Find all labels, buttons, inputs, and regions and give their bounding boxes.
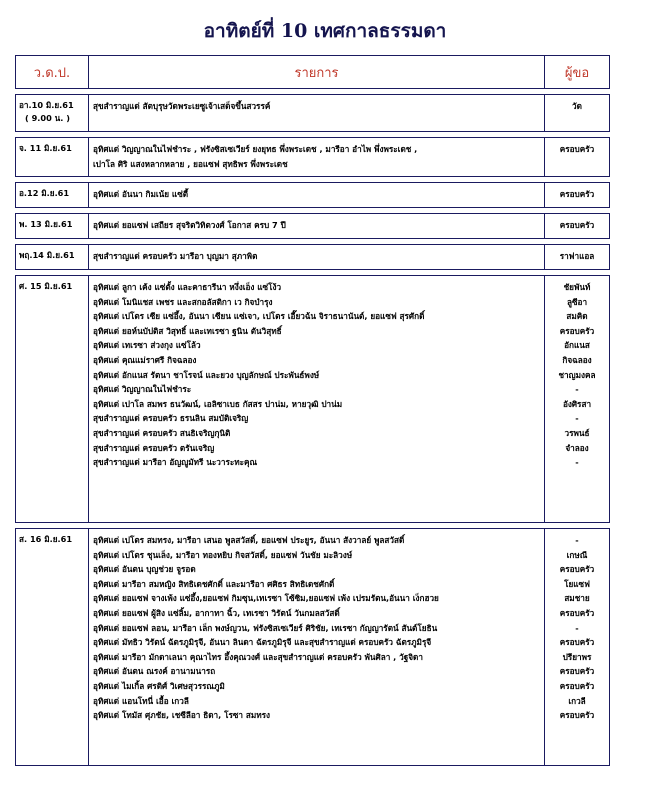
requester-line: จำลอง bbox=[565, 442, 589, 453]
intention-line: อุทิศแด่ ยอแซฟ ผู้สิง แซ่ลิ้ม, อากาทา ฉิ้ว, เทเรซา วิรัตน์ วันกมลสวัสดิ์ bbox=[93, 607, 340, 618]
intention-line: สุขสำราญแด่ มารีอา อัญญูมัทรี นะวาระทะคุณ bbox=[93, 457, 258, 468]
row-items bbox=[89, 138, 545, 177]
intention-line: สุขสำราญแด่ ครอบครัว มารีอา บุญมา สุภาพิต bbox=[93, 251, 258, 261]
row-items bbox=[89, 214, 545, 239]
requester-line: ครอบครัว bbox=[559, 325, 595, 336]
intention-line: อุทิศแด่ มัทธิว วิรัตน์ ฉัตรภูมิรุจี, อันนา ลินดา ฉัตรภูมิรุจี และสุขสำราญแด่ ครอบครัว ฉัตรภูมิรุจี bbox=[93, 637, 432, 648]
intention-line: สุขสำราญแด่ ครอบครัว ธรนลิน สมบัติเจริญ bbox=[93, 413, 249, 424]
intention-line: อุทิศแด่ ยอห์นบัปติส วิสุทธิ์ และเทเรซา ฐนิน ตันวิสุทธิ์ bbox=[93, 325, 282, 336]
requester-line: วรพนธ์ bbox=[564, 427, 590, 438]
intention-line: สุขสำราญแด่ ครอบครัว สนธิเจริญกุนิติ bbox=[93, 427, 231, 438]
table-row bbox=[16, 183, 610, 208]
row-items bbox=[89, 183, 545, 208]
header-requester: ผู้ขอ bbox=[545, 56, 610, 89]
intention-line: สุขสำราญแด่ ครอบครัว ตรันเจริญ bbox=[93, 442, 215, 453]
intention-line: อุทิศแด่ อันตน บุญช่วย จูรอด bbox=[93, 564, 196, 575]
row-date bbox=[16, 245, 89, 270]
row-date bbox=[16, 276, 89, 523]
table-row bbox=[16, 245, 610, 270]
requester-line: - bbox=[575, 413, 579, 424]
intention-line: อุทิศแด่ มารีอา มักดาเลนา คุณาไทร อึ้งคุณวงศ์ และสุขสำราญแด่ ครอบครัว พันศิลา , วัฐจิดา bbox=[93, 651, 423, 662]
date-text: อ.12 มิ.ย.61 bbox=[19, 188, 70, 198]
row-date bbox=[16, 529, 89, 766]
intention-line: อุทิศแด่ เปโตร ชุนเล็ง, มารีอา ทองหยิบ กิจสวัสดิ์, ยอแซฟ วันชัย มะลิวงษ์ bbox=[93, 549, 353, 560]
requester-line: เกษณี bbox=[566, 549, 588, 560]
intention-line: สุขสำราญแด่ สัตบุรุษวัดพระเยซูเจ้าเสด็จขึ้นสวรรค์ bbox=[93, 101, 271, 111]
date-text: ศ. 15 มิ.ย.61 bbox=[19, 281, 73, 291]
row-items bbox=[89, 245, 545, 270]
intention-line: อุทิศแด่ ยอแซฟ จางเพ้ง แซ่อึ้ง,ยอแซฟ กิมซุน,เทเรซา โซ้ซิม,ยอแซฟ เพ้ง เปรมรัตน,อันนา เง็กฮวย bbox=[93, 593, 439, 604]
requester-line: - bbox=[575, 457, 579, 468]
table-row bbox=[16, 276, 610, 523]
intention-line: อุทิศแด่ อักแนส รัตนา ชาโรจน์ และยวง บุญลักษณ์ ประพันธ์พงษ์ bbox=[93, 369, 320, 380]
row-date bbox=[16, 183, 89, 208]
row-requester bbox=[545, 95, 610, 132]
intention-line: อุทิศแด่ วิญญาณในไฟชำระ , ฟรังซิสเซเวียร์ ยงยุทธ พึ่งพระเดช , มารีอา อำไพ พึ่งพระเดช , bbox=[93, 144, 418, 154]
table-body bbox=[16, 89, 610, 766]
date-text: อา.10 มิ.ย.61 bbox=[19, 100, 74, 110]
intention-line: อุทิศแด่ เปาโล สมพร ธนวัฒน์, เอลิซาเบธ กัสสร ปาน่ม, หายวุฒิ ปาน่ม bbox=[93, 398, 343, 409]
requester-line: - bbox=[575, 535, 579, 545]
date-text: พ. 13 มิ.ย.61 bbox=[19, 219, 73, 229]
row-requester bbox=[545, 138, 610, 177]
intention-line: อุทิศแด่ โทมัส ศุภชัย, เชซีลีอา ธิดา, โรซา สมทรง bbox=[93, 710, 271, 721]
requester-line: สมคิด bbox=[566, 311, 588, 322]
mass-intention-table bbox=[15, 55, 610, 766]
header-items: รายการ bbox=[89, 56, 545, 89]
table-row bbox=[16, 95, 610, 132]
row-items bbox=[89, 95, 545, 132]
intention-line: อุทิศแด่ มารีอา สมหญิง สิทธิเดชศักดิ์ และมารีอา ศศิธร สิทธิเดชศักดิ์ bbox=[93, 578, 335, 589]
requester-line: ครอบครัว bbox=[559, 189, 595, 199]
table-row bbox=[16, 138, 610, 177]
row-date bbox=[16, 138, 89, 177]
intention-line: อุทิศแด่ เปโตร สมทรง, มารีอา เสนอ พูลสวัสดิ์, ยอแซฟ ประยูร, อันนา สังวาลย์ พูลสวัสดิ์ bbox=[93, 535, 405, 545]
intention-line: อุทิศแด่ อันนา กิมเน้ย แซ่ตี้ bbox=[93, 189, 189, 199]
requester-line: สมชาย bbox=[564, 593, 590, 604]
requester-line: ครอบครัว bbox=[559, 220, 595, 230]
row-items bbox=[89, 276, 545, 523]
intention-line: เปาโล ศิริ แสงหลากหลาย , ยอแซฟ สุทธิพร พึ่งพระเดช bbox=[93, 158, 288, 169]
intention-line: อุทิศแด่ คุณแม่ราศรี กิจฉลอง bbox=[93, 354, 197, 365]
intention-line: อุทิศแด่ ยอแซฟ เสถียร สุจริตวิทิตวงศ์ โอกาส ครบ 7 ปี bbox=[93, 220, 286, 230]
row-date bbox=[16, 95, 89, 132]
page-title: อาทิตย์ที่ 10 เทศกาลธรรมดา bbox=[203, 20, 447, 42]
requester-line: ราฟาแอล bbox=[559, 251, 595, 261]
requester-line: เกวลี bbox=[568, 695, 586, 706]
row-requester bbox=[545, 276, 610, 523]
requester-line: ครอบครัว bbox=[559, 144, 595, 154]
row-requester bbox=[545, 183, 610, 208]
intention-line: อุทิศแด่ วิญญาณในไฟชำระ bbox=[93, 384, 192, 395]
row-requester bbox=[545, 245, 610, 270]
requester-line: ครอบครัว bbox=[559, 666, 595, 677]
header-date: ว.ด.ป. bbox=[16, 56, 89, 89]
table-row bbox=[16, 529, 610, 766]
intention-line: อุทิศแด่ ไมเกิ้ล ศรดิศ์ วิเศษสุวรรณภูมิ bbox=[93, 680, 225, 691]
date-text: จ. 11 มิ.ย.61 bbox=[19, 143, 72, 153]
requester-line: - bbox=[575, 622, 579, 633]
intention-line: อุทิศแด่ แอนโทนี่ เอื้อ เกวลี bbox=[93, 695, 189, 706]
requester-line: ชาญมงคล bbox=[558, 369, 596, 380]
requester-line: อังศิรสา bbox=[562, 398, 592, 409]
requester-line: ครอบครัว bbox=[559, 607, 595, 618]
intention-line: อุทิศแด่ เทเรซา ส่วงกุง แซ่โล้ว bbox=[93, 340, 201, 351]
requester-line: กิจฉลอง bbox=[562, 354, 592, 365]
requester-line: วัด bbox=[572, 101, 582, 111]
date-text: พฤ.14 มิ.ย.61 bbox=[19, 250, 75, 260]
requester-line: ปรียาพร bbox=[562, 651, 592, 662]
requester-line: ลูซีอา bbox=[566, 296, 588, 307]
time-text: ( 9.00 น. ) bbox=[25, 113, 70, 123]
requester-line: - bbox=[575, 384, 579, 395]
table-row bbox=[16, 214, 610, 239]
intention-line: อุทิศแด่ ลูกา เค้ง แซ่ตั้ง และคาธารีนา หงึ่งเอ็ง แซ่โง้ว bbox=[93, 282, 282, 292]
row-items bbox=[89, 529, 545, 766]
requester-line: ครอบครัว bbox=[559, 637, 595, 648]
intention-line: อุทิศแด่ โมนิแชส เพชร และสกอลัสติกา เว กิจบำรุง bbox=[93, 296, 273, 307]
intention-line: อุทิศแด่ ยอแซฟ ลอน, มารีอา เล็ก พงษ์ญวน, ฟรังซิสเซเวียร์ ศิริชัย, เทเรซา กัญญารัตน์ สันต์โยธิน bbox=[93, 622, 438, 633]
date-text: ส. 16 มิ.ย.61 bbox=[19, 534, 73, 544]
requester-line: ครอบครัว bbox=[559, 680, 595, 691]
row-date bbox=[16, 214, 89, 239]
intention-line: อุทิศแด่ อันตน ณรงค์ อานามนารถ bbox=[93, 666, 216, 677]
row-requester bbox=[545, 214, 610, 239]
row-requester bbox=[545, 529, 610, 766]
requester-line: อักแนส bbox=[564, 340, 590, 351]
requester-line: โยแซฟ bbox=[564, 578, 590, 589]
intention-line: อุทิศแด่ เปโตร เซีย แซ่อึ้ง, อันนา เซียน แซ่เจา, เปโตร เอี๊ยวฉ้น จิราธนานันต์, ยอแซฟ สุรศักดิ์ bbox=[93, 311, 425, 322]
requester-line: ครอบครัว bbox=[559, 710, 595, 721]
requester-line: ชัยพันท์ bbox=[563, 282, 591, 292]
requester-line: ครอบครัว bbox=[559, 564, 595, 575]
